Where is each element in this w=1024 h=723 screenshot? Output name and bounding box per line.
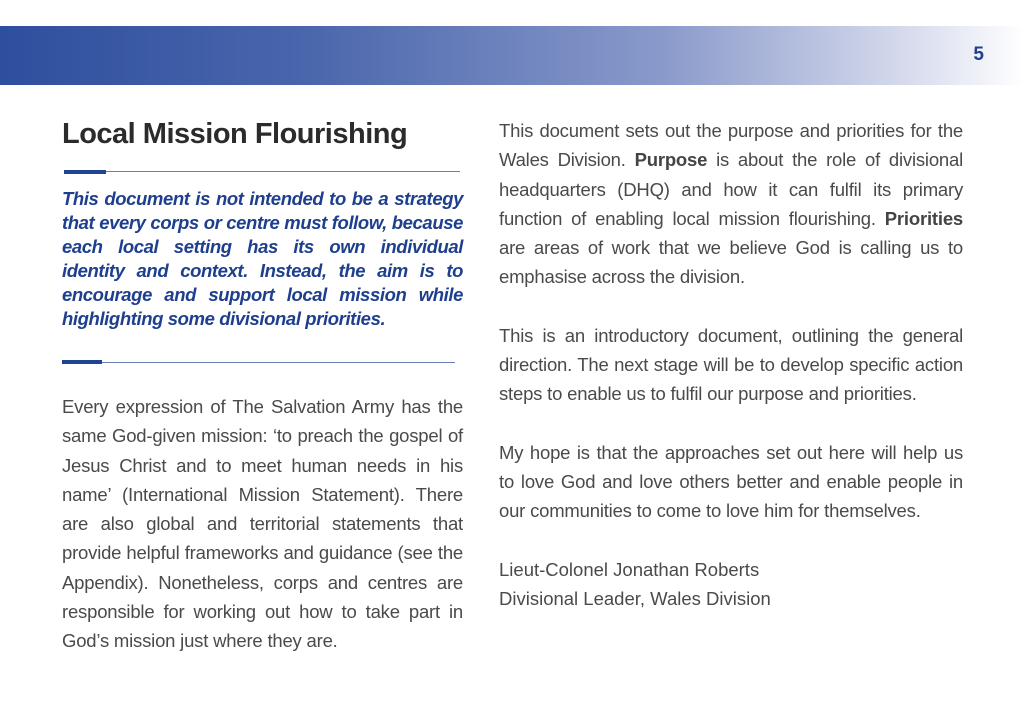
text-span: is about the role of divisional headquarters (DHQ) and how it can fulfil its primary function of enabling local mission flourishing. [499, 149, 964, 229]
signatory-name: Lieut-Colonel Jonathan Roberts [499, 558, 760, 580]
introductory-paragraph: This is an introductory document, outlining the general direction. The next stage will be to develop specific action steps to enable us to fulfil our purpose and priorities. [499, 324, 963, 405]
hope-paragraph: My hope is that the approaches set out here will help us to love God and love others better and enable people in our communities to come to love him for themselves. [499, 441, 963, 522]
page-title: Local Mission Flourishing [62, 118, 408, 150]
divider-line [106, 171, 460, 172]
divider-accent [64, 170, 106, 174]
keyword-purpose: Purpose [634, 149, 708, 171]
divider-accent [62, 360, 102, 364]
text-span: This document sets out the purpose and priorities for the Wales Division. [499, 120, 963, 171]
intro-statement: This document is not intended to be a strategy that every corps or centre must follow, because each local setting has its own individual identity and context. Instead, the aim is to encourage and support local mission while highlighting some divisional priorities. [62, 188, 463, 329]
purpose-paragraph [499, 116, 963, 292]
title-divider [62, 169, 463, 175]
mission-paragraph: Every expression of The Salvation Army has the same God-given mission: ‘to preach the gospel of Jesus Christ and to meet human needs in his name’ (International Mission Statement). There are also global and territorial statements that provide helpful frameworks and guidance (see the Appendix). Nonetheless, corps and centres are responsible for working out how to take part in God’s mission just where they are. [62, 396, 463, 652]
left-column [62, 112, 463, 656]
keyword-priorities: Priorities [884, 207, 963, 229]
header-banner [0, 26, 1024, 85]
page-number: 5 [973, 44, 984, 65]
signature-block [499, 555, 963, 614]
text-span: are areas of work that we believe God is calling us to emphasise across the division. [499, 237, 963, 288]
signatory-role: Divisional Leader, Wales Division [499, 587, 771, 609]
intro-divider [62, 360, 463, 366]
right-column [499, 116, 963, 613]
divider-line [102, 362, 455, 363]
